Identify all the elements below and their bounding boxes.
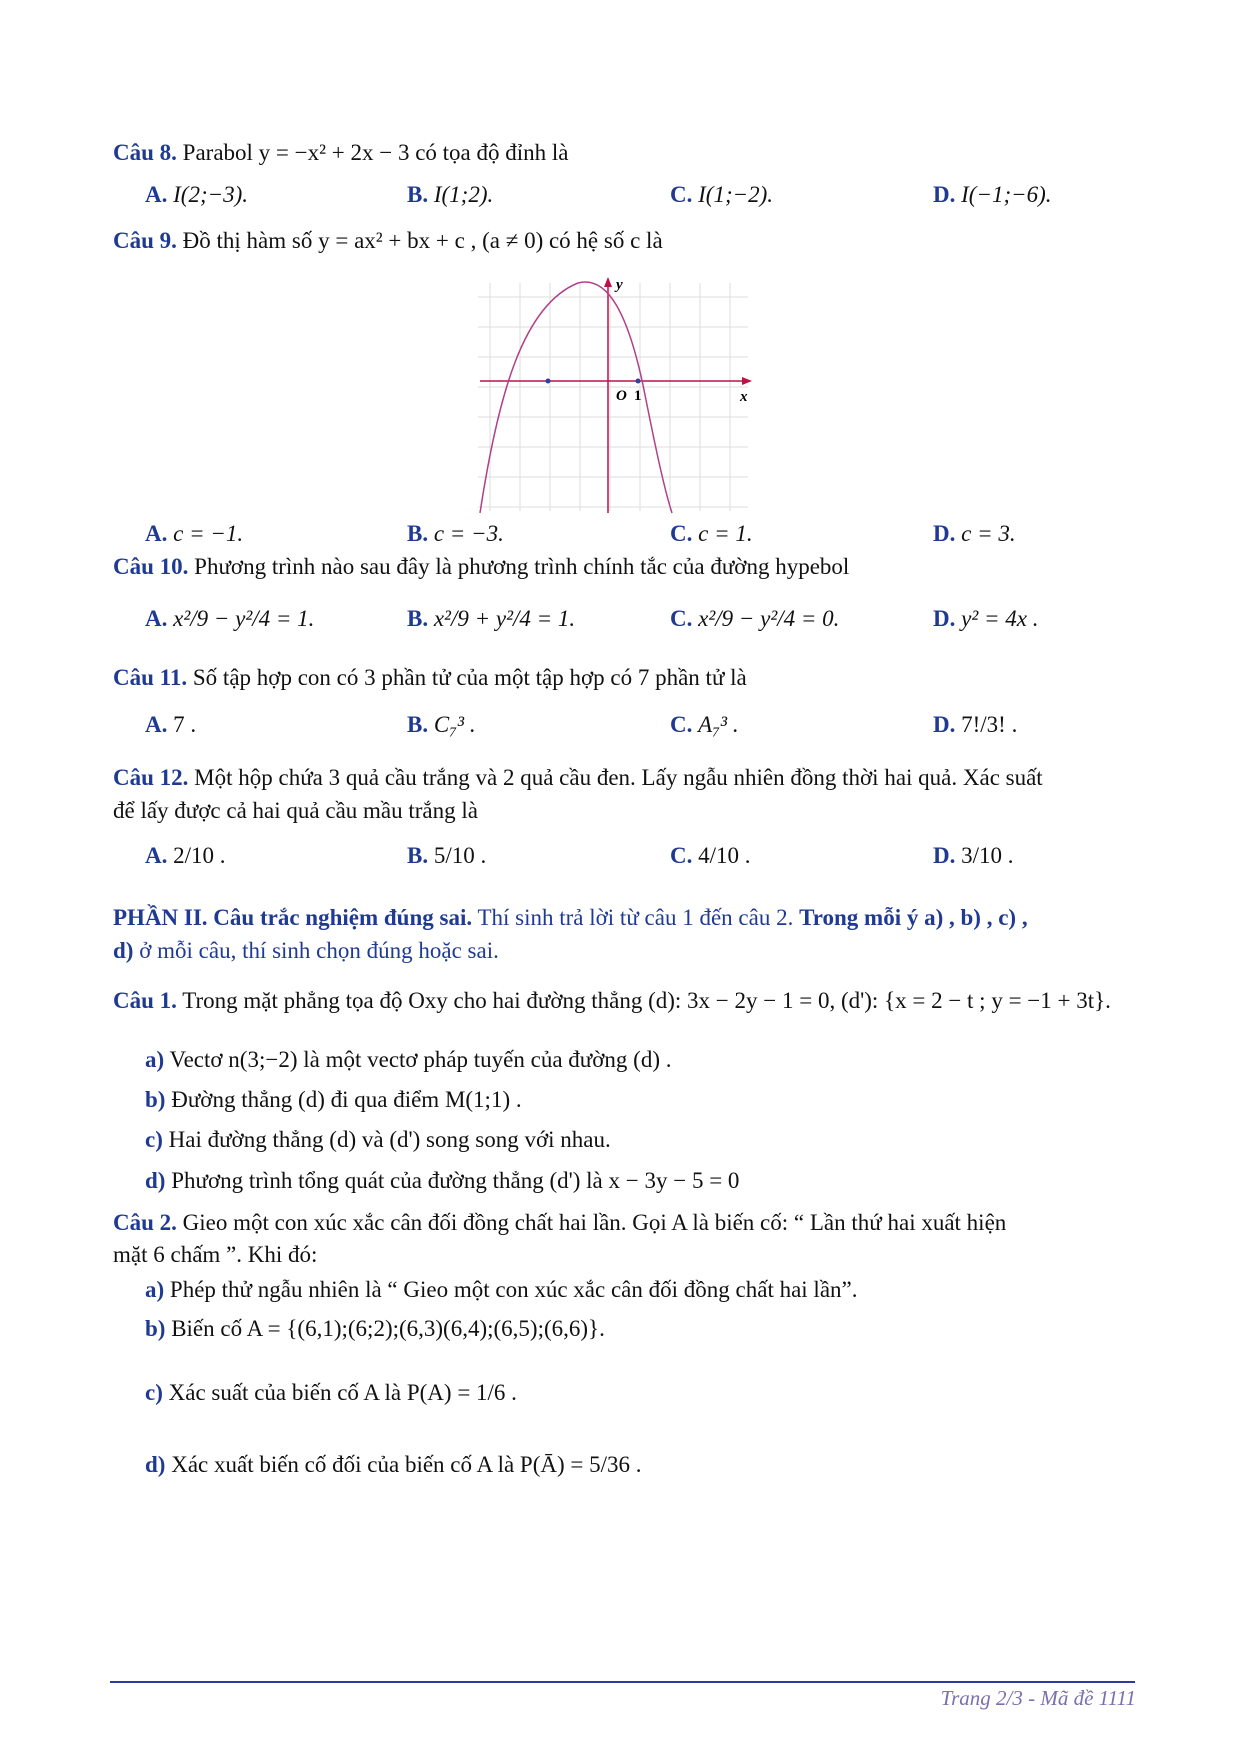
p2-item-a[interactable]: a) Phép thử ngẫu nhiên là “ Gieo một con xúc xắc cân đối đồng chất hai lần”. xyxy=(145,1277,858,1302)
q10-option-b[interactable]: B. x²/9 + y²/4 = 1. xyxy=(407,606,576,631)
parabola-curve xyxy=(480,282,672,513)
p2-question-cont xyxy=(113,1242,1141,1268)
q10-option-a[interactable]: A. x²/9 − y²/4 = 1. xyxy=(145,606,315,631)
q10-option-d[interactable]: D. y² = 4x . xyxy=(933,606,1039,631)
question-9 xyxy=(113,228,1141,254)
part2-heading xyxy=(113,905,1141,931)
question-text: Parabol y = −x² + 2x − 3 có tọa độ đỉnh là xyxy=(182,140,569,165)
question-8 xyxy=(113,140,1141,166)
q8-option-d[interactable]: D. I(−1;−6). xyxy=(933,182,1052,207)
part2-intro: Thí sinh trả lời từ câu 1 đến câu 2. xyxy=(477,905,794,930)
p1-question xyxy=(113,988,1141,1014)
part2-rest: ở mỗi câu, thí sinh chọn đúng hoặc sai. xyxy=(139,938,499,963)
question-11 xyxy=(113,665,1141,691)
q9-option-b[interactable]: B. c = −3. xyxy=(407,521,504,546)
question-label: Câu 11. xyxy=(113,665,188,690)
q12-option-c[interactable]: C. 4/10 . xyxy=(670,843,751,868)
question-label: Câu 2. xyxy=(113,1210,177,1235)
q11-option-d[interactable]: D. 7!/3! . xyxy=(933,712,1018,737)
question-text: Số tập hợp con có 3 phần tử của một tập hợp có 7 phần tử là xyxy=(192,665,747,690)
part2-emph-2: d) xyxy=(113,938,134,963)
question-text-1: Gieo một con xúc xắc cân đối đồng chất hai lần. Gọi A là biến cố: “ Lần thứ hai xuất hiện xyxy=(182,1210,1007,1235)
q11-option-a[interactable]: A. 7 . xyxy=(145,712,197,737)
x-axis-label: x xyxy=(740,389,748,405)
q9-option-d[interactable]: D. c = 3. xyxy=(933,521,1016,546)
question-label: Câu 9. xyxy=(113,228,177,253)
p2-item-d[interactable]: d) Xác xuất biến cố đối của biến cố A là P(Ā) = 5/36 . xyxy=(145,1452,642,1477)
question-label: Câu 1. xyxy=(113,988,177,1013)
p1-item-c[interactable]: c) Hai đường thẳng (d) và (d') song song với nhau. xyxy=(145,1127,611,1152)
question-label: Câu 10. xyxy=(113,554,189,579)
q11-option-b[interactable]: B. C₇³ . xyxy=(407,712,476,737)
q8-option-a[interactable]: A. I(2;−3). xyxy=(145,182,249,207)
q11-option-c[interactable]: C. A₇³ . xyxy=(670,712,739,737)
p2-item-b[interactable]: b) Biến cố A = {(6,1);(6;2);(6,3)(6,4);(6,5);(6,6)}. xyxy=(145,1316,605,1341)
question-text-2: mặt 6 chấm ”. Khi đó: xyxy=(113,1242,318,1267)
question-10 xyxy=(113,554,1141,580)
question-text: Trong mặt phẳng tọa độ Oxy cho hai đường thẳng (d): 3x − 2y − 1 = 0, (d'): {x = 2 − t ; y = −1 + 3t}. xyxy=(182,988,1111,1013)
part2-title: PHẦN II. Câu trắc nghiệm đúng sai. xyxy=(113,905,473,930)
question-text-2: để lấy được cả hai quả cầu mầu trắng là xyxy=(113,798,478,823)
origin-label: O xyxy=(616,388,627,404)
question-label: Câu 12. xyxy=(113,765,189,790)
q9-option-c[interactable]: C. c = 1. xyxy=(670,521,753,546)
p1-item-d[interactable]: d) Phương trình tổng quát của đường thẳng (d') là x − 3y − 5 = 0 xyxy=(145,1168,740,1193)
part2-heading-cont xyxy=(113,938,1141,964)
q8-option-c[interactable]: C. I(1;−2). xyxy=(670,182,774,207)
q8-option-b[interactable]: B. I(1;2). xyxy=(407,182,494,207)
q10-option-c[interactable]: C. x²/9 − y²/4 = 0. xyxy=(670,606,840,631)
question-text: Phương trình nào sau đây là phương trình chính tắc của đường hypebol xyxy=(194,554,850,579)
p2-item-c[interactable]: c) Xác suất của biến cố A là P(A) = 1/6 . xyxy=(145,1380,517,1405)
question-12 xyxy=(113,765,1141,791)
question-12-cont xyxy=(113,798,1141,824)
q9-option-a[interactable]: A. c = −1. xyxy=(145,521,244,546)
q12-option-a[interactable]: A. 2/10 . xyxy=(145,843,226,868)
question-label: Câu 8. xyxy=(113,140,177,165)
p1-item-b[interactable]: b) Đường thẳng (d) đi qua điểm M(1;1) . xyxy=(145,1087,522,1112)
y-axis-label: y xyxy=(616,277,623,293)
tick-label-1: 1 xyxy=(634,388,642,404)
parabola-graph xyxy=(478,275,758,515)
part2-emph: Trong mỗi ý a) , b) , c) , xyxy=(799,905,1028,930)
q12-option-b[interactable]: B. 5/10 . xyxy=(407,843,487,868)
q12-option-d[interactable]: D. 3/10 . xyxy=(933,843,1014,868)
p2-question xyxy=(113,1210,1141,1236)
page-footer: Trang 2/3 - Mã đề 1111 xyxy=(940,1686,1136,1710)
p1-item-a[interactable]: a) Vectơ n(3;−2) là một vectơ pháp tuyến của đường (d) . xyxy=(145,1047,672,1072)
footer-rule xyxy=(110,1681,1135,1683)
question-text: Đồ thị hàm số y = ax² + bx + c , (a ≠ 0) có hệ số c là xyxy=(182,228,663,253)
question-text-1: Một hộp chứa 3 quả cầu trắng và 2 quả cầu đen. Lấy ngẫu nhiên đồng thời hai quả. Xác suất xyxy=(194,765,1043,790)
